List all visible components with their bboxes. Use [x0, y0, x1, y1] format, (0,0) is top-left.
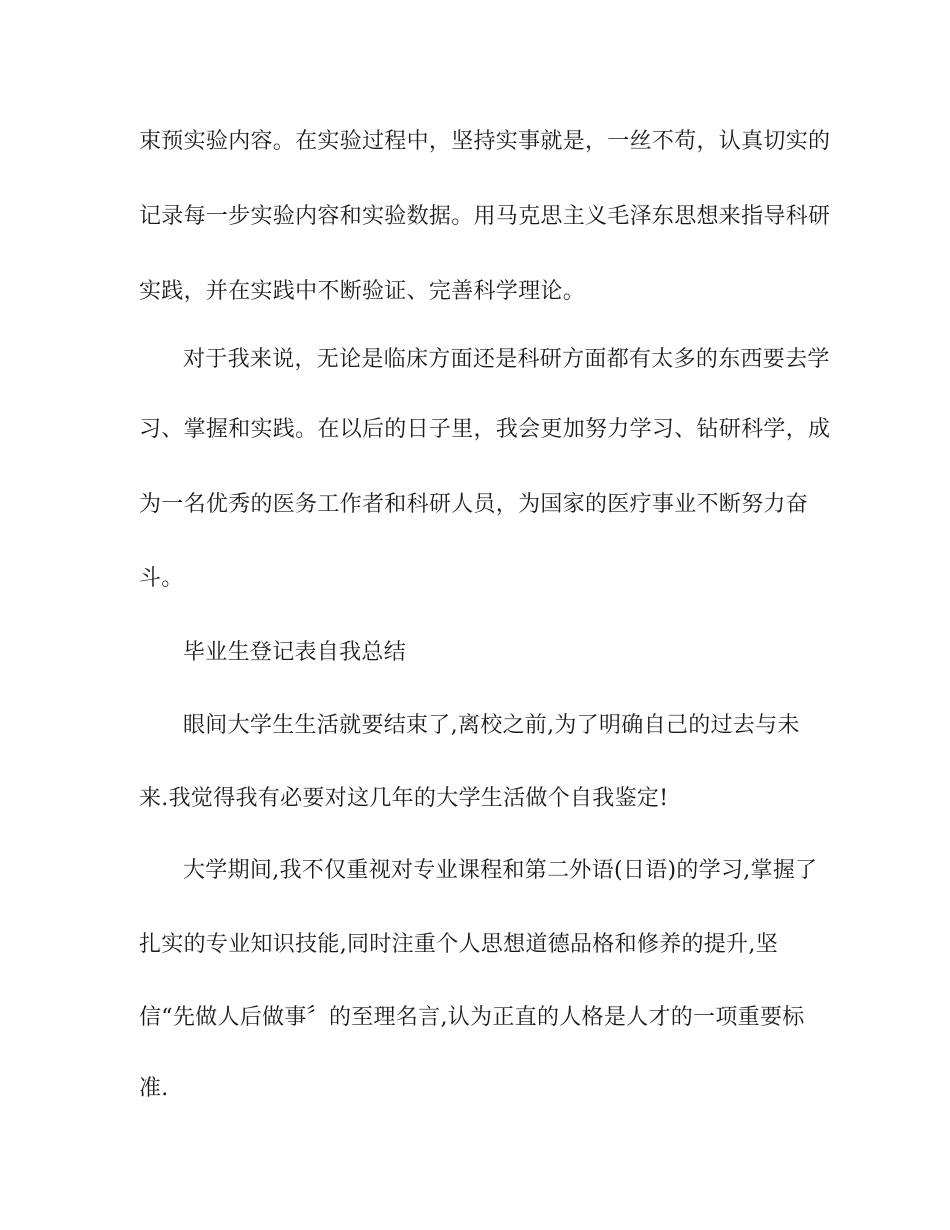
- paragraph-line: 斗。: [139, 566, 184, 591]
- paragraph-line: 准.: [139, 1076, 169, 1101]
- paragraph-line: 为一名优秀的医务工作者和科研人员，为国家的医疗事业不断努力奋: [139, 492, 809, 517]
- paragraph-line: 大学期间,我不仅重视对专业课程和第二外语(日语)的学习,掌握了: [183, 858, 818, 883]
- paragraph-line: 扎实的专业知识技能,同时注重个人思想道德品格和修养的提升,坚: [139, 932, 778, 957]
- paragraph-line: 习、掌握和实践。在以后的日子里，我会更加努力学习、钻研科学，成: [139, 417, 831, 442]
- paragraph-line: 记录每一步实验内容和实验数据。用马克思主义毛泽东思想来指导科研: [139, 204, 831, 229]
- paragraph-line: 实践，并在实践中不断验证、完善科学理论。: [139, 279, 586, 304]
- section-heading: 毕业生登记表自我总结: [183, 640, 407, 665]
- paragraph-line: 对于我来说，无论是临床方面还是科研方面都有太多的东西要去学: [183, 347, 830, 372]
- paragraph-line: 来.我觉得我有必要对这几年的大学生活做个自我鉴定!: [139, 786, 669, 811]
- paragraph-line: 眼间大学生生活就要结束了,离校之前,为了明确自己的过去与未: [183, 713, 800, 738]
- paragraph-line: 束预实验内容。在实验过程中，坚持实事就是，一丝不苟，认真切实的: [139, 129, 831, 154]
- paragraph-line: 信“先做人后做事〞的至理名言,认为正直的人格是人才的一项重要标: [139, 1005, 805, 1030]
